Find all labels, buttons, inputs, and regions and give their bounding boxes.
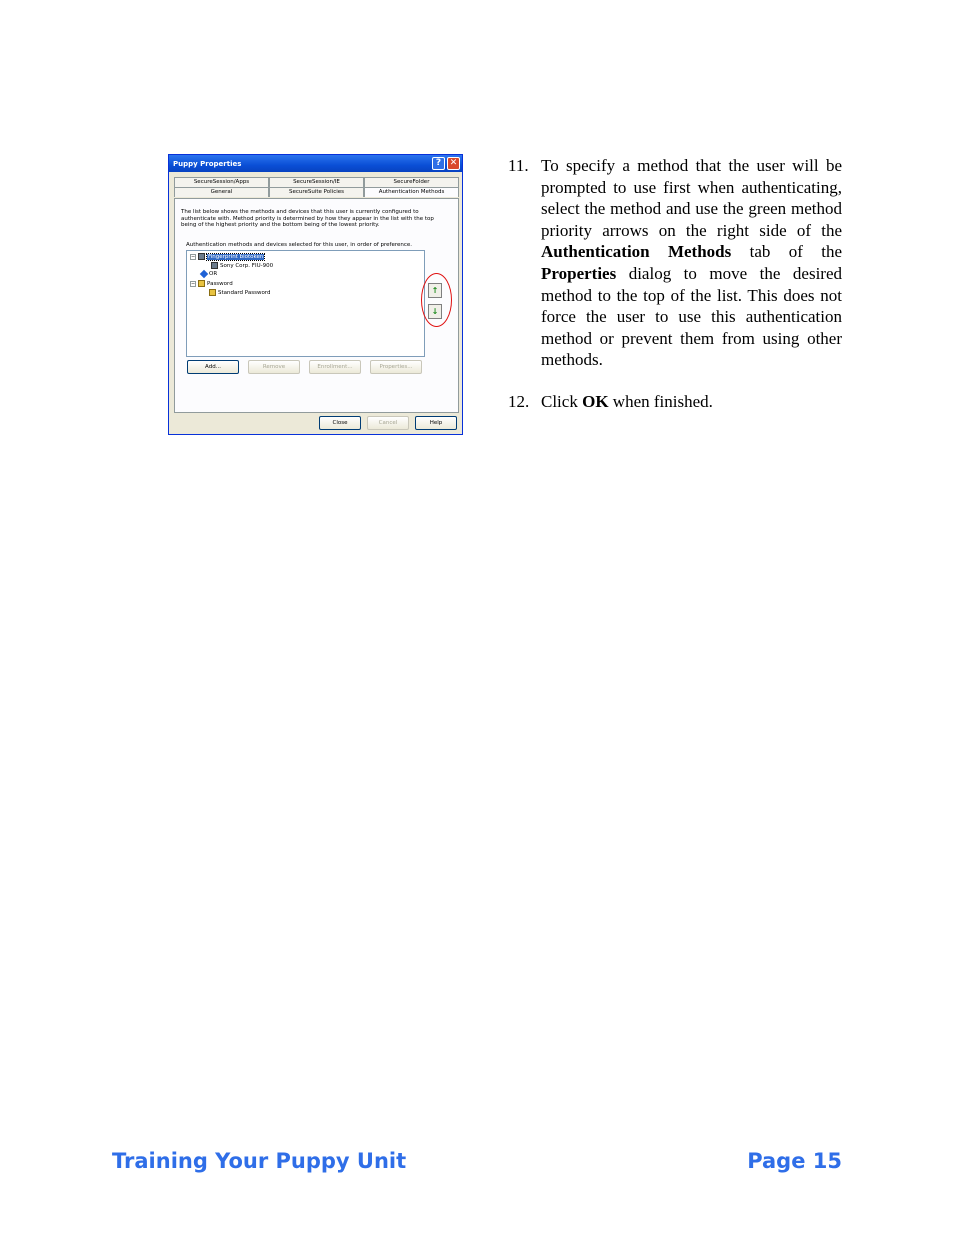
step-number: 12. bbox=[508, 391, 530, 411]
move-down-button[interactable]: ↓ bbox=[428, 304, 442, 319]
page-number: Page 15 bbox=[747, 1149, 842, 1173]
step-text-part: tab of the bbox=[731, 242, 842, 262]
annotation-circle bbox=[421, 273, 452, 327]
collapse-icon[interactable]: − bbox=[191, 253, 196, 260]
cancel-button[interactable]: Cancel bbox=[367, 416, 409, 430]
tree-item-fingerprint[interactable] bbox=[190, 253, 264, 260]
tab-securefolder[interactable]: SecureFolder bbox=[364, 177, 459, 187]
tab-authentication-methods[interactable]: Authentication Methods bbox=[364, 187, 459, 197]
tree-item-or[interactable] bbox=[201, 271, 217, 277]
tree-item-label: Password bbox=[207, 280, 233, 287]
collapse-icon[interactable]: − bbox=[191, 280, 196, 287]
dialog-titlebar bbox=[169, 155, 462, 172]
close-button[interactable]: Close bbox=[319, 416, 361, 430]
step-text bbox=[541, 155, 842, 371]
step-number: 11. bbox=[508, 156, 529, 175]
step-text-part: when finished. bbox=[608, 391, 713, 411]
step-text-part: To specify a method that the user will be prompted to use first when authenticating, select the method and use the green method priority arrows on the right side of the bbox=[541, 156, 842, 240]
password-key-icon bbox=[209, 289, 216, 296]
step-11 bbox=[508, 155, 842, 371]
add-button[interactable]: Add... bbox=[187, 360, 239, 374]
tree-item-label: Standard Password bbox=[218, 289, 271, 296]
instruction-steps bbox=[508, 155, 842, 413]
step-text-part: dialog to move the desired method to the top of the list. This does not force the user to use this authentication method or prevent them from using other methods. bbox=[541, 263, 842, 370]
properties-button[interactable]: Properties... bbox=[370, 360, 422, 374]
fingerprint-icon bbox=[198, 253, 205, 260]
methods-description: The list below shows the methods and devices that this user is currently configured to authenticate with. Method priority is determined by how they appear in the list with the top being of the highest priority and the bottom being of the lowest priority. bbox=[181, 209, 434, 228]
tab-securesuite-policies[interactable]: SecureSuite Policies bbox=[269, 187, 364, 197]
dialog-tabs bbox=[174, 177, 459, 197]
tab-securesession-apps[interactable]: SecureSession/Apps bbox=[174, 177, 269, 187]
remove-button[interactable]: Remove bbox=[248, 360, 300, 374]
dialog-name-emphasis: Properties bbox=[541, 263, 617, 283]
or-diamond-icon bbox=[200, 270, 208, 278]
footer-title: Training Your Puppy Unit bbox=[112, 1149, 407, 1173]
tab-securesession-ie[interactable]: SecureSession/IE bbox=[269, 177, 364, 187]
methods-list-label: Authentication methods and devices selected for this user, in order of preference. bbox=[186, 242, 413, 248]
enrollment-button[interactable]: Enrollment... bbox=[309, 360, 361, 374]
move-up-button[interactable]: ↑ bbox=[428, 283, 442, 298]
tree-item-label: Fingerprint biotoken bbox=[208, 253, 264, 260]
tree-item-sony-device[interactable] bbox=[211, 262, 273, 269]
step-12 bbox=[508, 391, 842, 413]
ok-emphasis: OK bbox=[582, 391, 609, 411]
close-icon[interactable]: ✕ bbox=[447, 157, 460, 170]
password-key-icon bbox=[198, 280, 205, 287]
step-text-part: Click bbox=[541, 391, 583, 411]
tab-general[interactable]: General bbox=[174, 187, 269, 197]
methods-tree-list[interactable] bbox=[186, 250, 425, 357]
step-text bbox=[541, 391, 842, 413]
tree-item-label: OR bbox=[209, 271, 218, 277]
tab-name-emphasis: Authentication Methods bbox=[541, 242, 732, 262]
dialog-title: Puppy Properties bbox=[173, 159, 242, 168]
tree-item-password[interactable] bbox=[190, 280, 233, 287]
tree-item-label: Sony Corp. FIU-900 bbox=[220, 262, 274, 269]
properties-dialog-screenshot bbox=[168, 154, 463, 435]
tree-item-standard-password[interactable] bbox=[209, 289, 270, 296]
help-icon[interactable]: ? bbox=[432, 157, 445, 170]
help-button[interactable]: Help bbox=[415, 416, 457, 430]
device-icon bbox=[211, 262, 218, 269]
